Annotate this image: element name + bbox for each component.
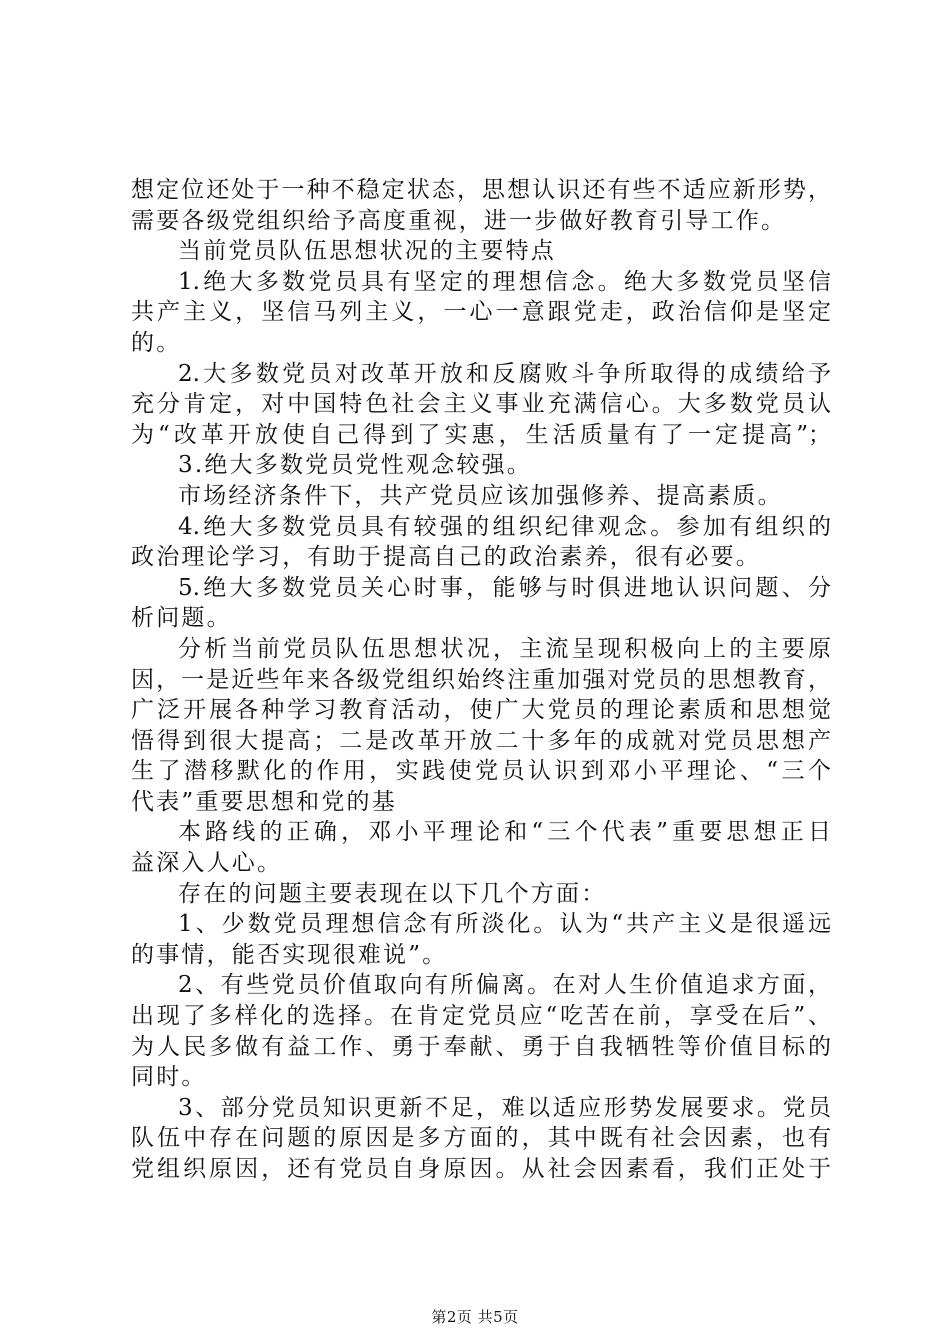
text-line: 的事情，能否实现很难说”。	[131, 941, 448, 968]
page-footer: 第2页 共5页	[431, 1308, 519, 1326]
text-line: 广泛开展各种学习教育活动，使广大党员的理论素质和思想觉	[131, 697, 831, 724]
text-line: 4.绝大多数党员具有较强的组织纪律观念。参加有组织的	[178, 513, 831, 540]
text-line: 2、有些党员价值取向有所偏离。在对人生价值追求方面，	[178, 972, 831, 999]
text-line: 为“改革开放使自己得到了实惠，生活质量有了一定提高”；	[131, 421, 831, 448]
text-line: 市场经济条件下，共产党员应该加强修养、提高素质。	[178, 482, 783, 509]
text-line: 出现了多样化的选择。在肯定党员应“吃苦在前，享受在后”、	[131, 1003, 831, 1030]
text-line: 析问题。	[131, 605, 232, 632]
text-line: 悟得到很大提高；二是改革开放二十多年的成就对党员思想产	[131, 727, 831, 754]
text-line: 1.绝大多数党员具有坚定的理想信念。绝大多数党员坚信	[178, 268, 831, 295]
text-line: 1、少数党员理想信念有所淡化。认为“共产主义是很遥远	[178, 911, 831, 938]
text-line: 因，一是近些年来各级党组织始终注重加强对党员的思想教育，	[131, 666, 831, 693]
text-line: 的。	[131, 329, 182, 356]
text-line: 3、部分党员知识更新不足，难以适应形势发展要求。党员	[178, 1094, 831, 1121]
text-line: 益深入人心。	[131, 850, 283, 877]
text-line: 为人民多做有益工作、勇于奉献、勇于自我牺牲等价值目标的	[131, 1033, 831, 1060]
text-line: 5.绝大多数党员关心时事，能够与时俱进地认识问题、分	[178, 574, 831, 601]
text-line: 当前党员队伍思想状况的主要特点	[178, 238, 556, 265]
text-line: 需要各级党组织给予高度重视，进一步做好教育引导工作。	[131, 207, 787, 234]
text-line: 分析当前党员队伍思想状况，主流呈现积极向上的主要原	[178, 635, 831, 662]
text-line: 代表”重要思想和党的基	[131, 788, 397, 815]
text-line: 共产主义，坚信马列主义，一心一意跟党走，政治信仰是坚定	[131, 299, 831, 326]
text-line: 本路线的正确，邓小平理论和“三个代表”重要思想正日	[178, 819, 831, 846]
document-body	[131, 175, 831, 1185]
text-line: 生了潜移默化的作用，实践使党员认识到邓小平理论、“三个	[131, 758, 831, 785]
text-line: 同时。	[131, 1064, 207, 1091]
text-line: 想定位还处于一种不稳定状态，思想认识还有些不适应新形势，	[131, 177, 831, 203]
text-line: 队伍中存在问题的原因是多方面的，其中既有社会因素，也有	[131, 1125, 831, 1152]
text-line: 2.大多数党员对改革开放和反腐败斗争所取得的成绩给予	[178, 360, 831, 387]
text-line: 3.绝大多数党员党性观念较强。	[178, 452, 532, 479]
text-line: 充分肯定，对中国特色社会主义事业充满信心。大多数党员认	[131, 391, 831, 418]
text-line: 存在的问题主要表现在以下几个方面：	[178, 880, 607, 907]
text-line: 党组织原因，还有党员自身原因。从社会因素看，我们正处于	[131, 1156, 831, 1182]
text-line: 政治理论学习，有助于提高自己的政治素养，很有必要。	[131, 544, 761, 571]
